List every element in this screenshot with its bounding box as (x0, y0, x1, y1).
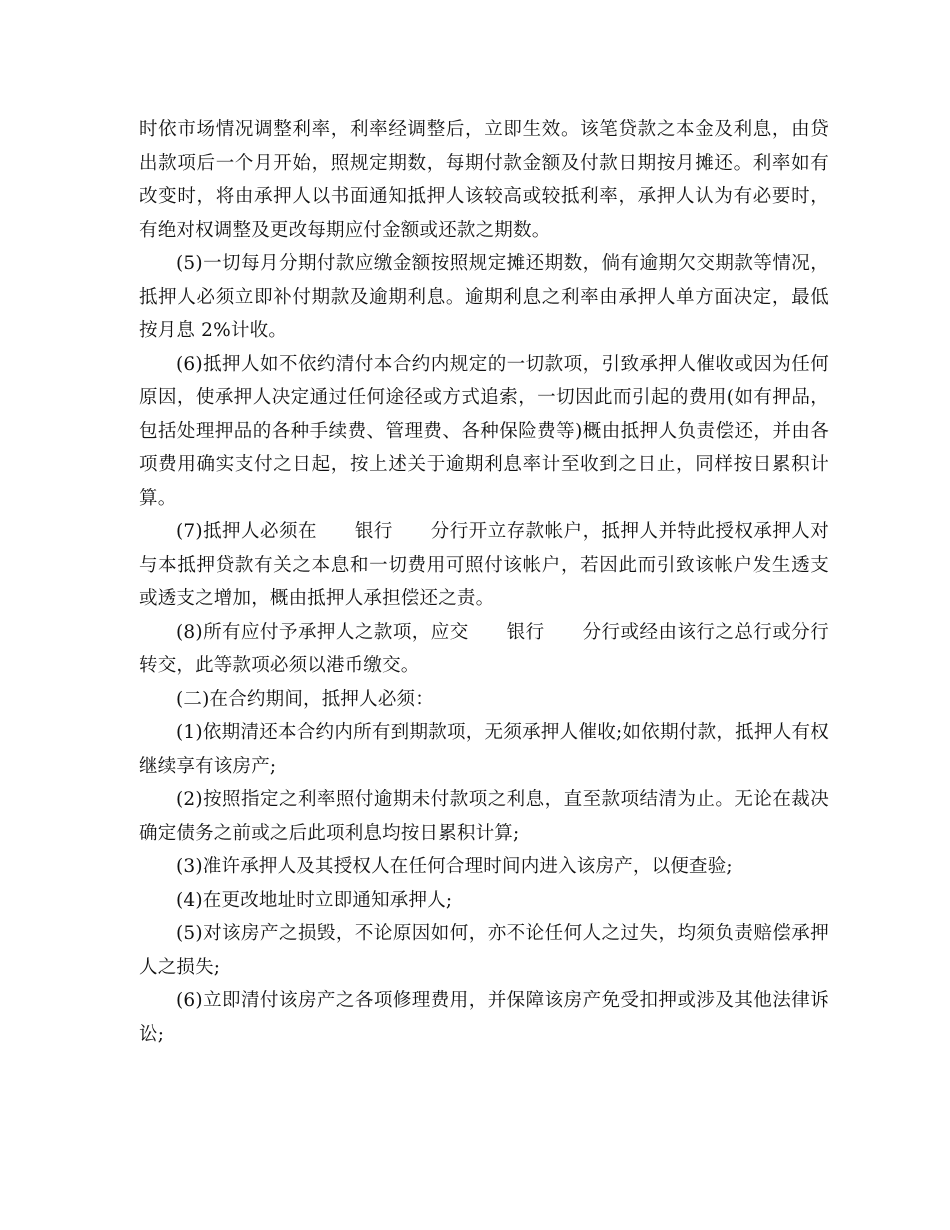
paragraph-7: (1)依期清还本合约内所有到期款项，无须承押人催收;如依期付款，抵押人有权继续享有该房产; (139, 722, 829, 777)
paragraph-3: (6)抵押人如不依约清付本合约内规定的一切款项，引致承押人催收或因为任何原因，使承押人决定通过任何途径或方式追索，一切因此而引起的费用(如有押品，包括处理押品的各种手续费、管理费、各种保险费等)概由抵押人负责偿还，并由各项费用确实支付之日起，按上述关于逾期利息率计至收到之日止，同样按日累积计算。 (139, 353, 829, 509)
paragraph-4: (7)抵押人必须在 银行 分行开立存款帐户，抵押人并特此授权承押人对与本抵押贷款有关之本息和一切费用可照付该帐户，若因此而引致该帐户发生透支或透支之增加，概由抵押人承担偿还之责。 (139, 521, 829, 609)
paragraph-9: (3)准许承押人及其授权人在任何合理时间内进入该房产，以便查验; (176, 856, 733, 877)
paragraph-12: (6)立即清付该房产之各项修理费用，并保障该房产免受扣押或涉及其他法律诉讼; (139, 990, 829, 1045)
paragraph-10: (4)在更改地址时立即通知承押人; (176, 889, 453, 911)
paragraph-5: (8)所有应付予承押人之款项，应交 银行 分行或经由该行之总行或分行转交，此等款项必须以港币缴交。 (139, 621, 829, 676)
document-body (139, 113, 829, 1051)
paragraph-8: (2)按照指定之利率照付逾期未付款项之利息，直至款项结清为止。无论在裁决确定债务之前或之后此项利息均按日累积计算; (139, 789, 829, 844)
paragraph-2: (5)一切每月分期付款应缴金额按照规定摊还期数，倘有逾期欠交期款等情况，抵押人必须立即补付期款及逾期利息。逾期利息之利率由承押人单方面决定，最低按月息 2%计收。 (139, 253, 829, 341)
paragraph-1: 时依市场情况调整利率，利率经调整后，立即生效。该笔贷款之本金及利息，由贷出款项后一个月开始，照规定期数，每期付款金额及付款日期按月摊还。利率如有改变时，将由承押人以书面通知抵押人该较高或较抵利率，承押人认为有必要时，有绝对权调整及更改每期应付金额或还款之期数。 (139, 119, 829, 241)
paragraph-11: (5)对该房产之损毁，不论原因如何，亦不论任何人之过失，均须负责赔偿承押人之损失; (139, 923, 829, 978)
paragraph-6: (二)在合约期间，抵押人必须： (176, 688, 434, 710)
